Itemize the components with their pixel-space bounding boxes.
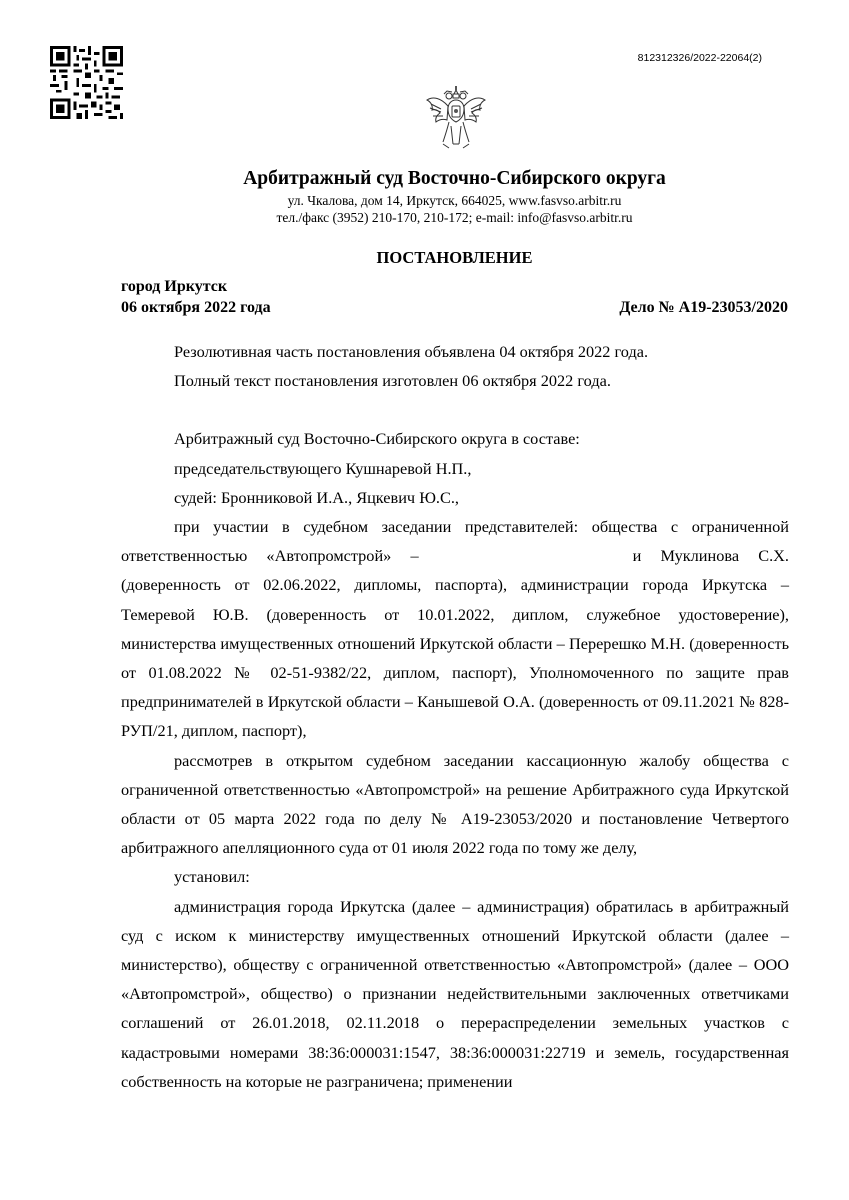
court-address: ул. Чкалова, дом 14, Иркутск, 664025, www.fasvso.arbitr.ru (287, 193, 622, 208)
paragraph-presiding-judge: председательствующего Кушнаревой Н.П., (174, 458, 472, 478)
russian-coat-of-arms-icon (423, 82, 489, 152)
document-date: 06 октября 2022 года (121, 299, 271, 316)
document-body (121, 337, 789, 1096)
qr-code-icon (50, 46, 123, 119)
case-number: Дело № А19-23053/2020 (619, 299, 788, 316)
paragraph-court-composition: Арбитражный суд Восточно-Сибирского округа в составе: (174, 429, 580, 449)
paragraph-claim: администрация города Иркутска (далее – администрация) обратилась в арбитражный суд с иском к министерству имущественных отношений Иркутской области (далее – министерство), обществу с ограниченной ответственностью «Автопромстрой» (далее – ООО «Автопромстрой», общество) о признании недействительными заключенных ответчиками соглашений от 26.01.2018, 02.11.2018 о перераспределении земельных участков с кадастровыми номерами 38:36:000031:1547, 38:36:000031:22719 и земель, государственная собственность на которые не разграничена; применении (121, 896, 789, 1091)
court-name: Арбитражный суд Восточно-Сибирского округа (243, 168, 666, 189)
paragraph-established: установил: (174, 867, 250, 887)
paragraph-judges: судей: Бронниковой И.А., Яцкевич Ю.С., (174, 487, 459, 507)
paragraph-resolution-date: Резолютивная часть постановления объявлена 04 октября 2022 года. (174, 342, 649, 361)
paragraph-participants (121, 512, 789, 746)
court-contacts: тел./факс (3952) 210-170, 210-172; e-mail: info@fasvso.arbitr.ru (276, 210, 633, 225)
document-title: ПОСТАНОВЛЕНИЕ (376, 248, 533, 267)
document-number: 812312326/2022-22064(2) (637, 52, 762, 64)
participants-part-1: при участии в судебном заседании представителей: общества с ограниченной ответственностью «Автопромстрой» – (121, 517, 789, 566)
document-city: город Иркутск (121, 278, 228, 295)
participants-part-2: и Муклинова С.Х. (доверенность от 02.06.2022, дипломы, паспорта), администрации города Иркутска – Темеревой Ю.В. (доверенность от 10.01.2022, диплом, служебное удостоверение), министерства имущественных отношений Иркутской области – Перерешко М.Н. (доверенность от 01.08.2022 № 02-51-9382/22, диплом, паспорт), Уполномоченного по защите прав предпринимателей в Иркутской области – Канышевой О.А. (доверенность от 09.11.2021 № 828-РУП/21, диплом, паспорт), (121, 546, 789, 741)
paragraph-considered: рассмотрев в открытом судебном заседании кассационную жалобу общества с ограниченной ответственностью «Автопромстрой» на решение Арбитражного суда Иркутской области от 05 марта 2022 года по делу № А19-23053/2020 и постановление Четвертого арбитражного апелляционного суда от 01 июля 2022 года по тому же делу, (121, 750, 789, 858)
paragraph-full-text-date: Полный текст постановления изготовлен 06 октября 2022 года. (174, 371, 611, 391)
